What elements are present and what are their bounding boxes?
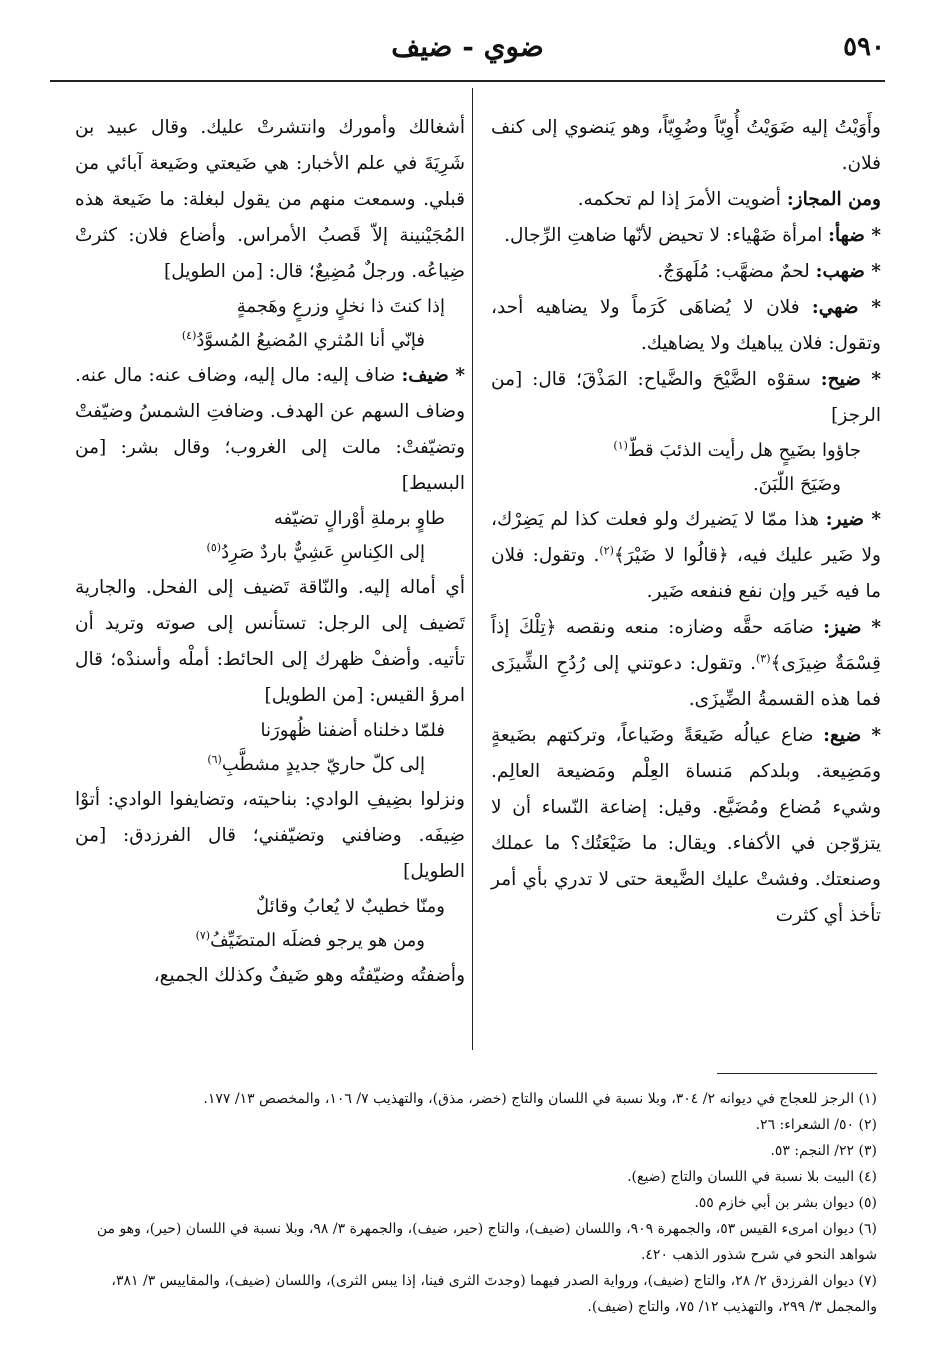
- entry-text: أضويت الأمرَ إذا لم تحكمه.: [577, 189, 787, 210]
- footnote: (٣) ٢٢/ النجم: ٥٣.: [770, 1143, 877, 1159]
- footnote: (٥) ديوان بشر بن أبي خازم ٥٥.: [694, 1195, 877, 1211]
- verse-line: [491, 434, 881, 468]
- paragraph: [75, 958, 465, 994]
- paragraph: [491, 610, 881, 718]
- paragraph: [491, 182, 881, 218]
- verse-line: [75, 890, 465, 924]
- verse-line: [75, 502, 465, 536]
- entry-text: فإنّي أنا المُثري المُضيعُ المُسوَّدُ: [196, 330, 425, 351]
- footnote: (٤) البيت بلا نسبة في اللسان والتاج (ضيع).: [627, 1169, 877, 1185]
- entry-text: إلى كلّ حاريّ جديدٍ مشطَّبِ: [221, 754, 425, 775]
- entry-text: فلان لا يُضاهَى كَرَماً ولا يضاهيه أحد، وتقول: فلان يباهيك ولا يضاهيك.: [491, 297, 881, 354]
- entry-text: لحمٌ مضهَّب: مُلَهوَجٌ.: [657, 261, 816, 282]
- entry-text-tail: . وتقول: فلان ما فيه خَير وإن نفع فنفعه ضَير.: [491, 545, 881, 602]
- entry-headword: * ضيع:: [823, 725, 881, 746]
- entry-text: ونزلوا بضِيفِ الوادي: بناحيته، وتضايفوا الوادي: أتوْا ضِيفَه. وضافني وتضيّفني؛ قال الفرزدق: [من الطويل]: [75, 789, 465, 882]
- header-rule: [50, 80, 885, 82]
- footnote-marker: (١): [613, 439, 628, 452]
- entry-headword: * ضهأ:: [828, 225, 881, 246]
- paragraph: [491, 254, 881, 290]
- paragraph: [491, 218, 881, 254]
- entry-text: وأضفتُه وضيّفتُه وهو ضَيفٌ وكذلك الجميع،: [153, 965, 465, 986]
- entry-headword: * ضير:: [825, 509, 881, 530]
- footnote: (٦) ديوان امرىء القيس ٥٣، والجمهرة ٩٠٩، واللسان (ضيف)، والتاج (حير، ضيف)، والجمهرة ٣/ ٩٨، وبلا نسبة في اللسان (حير)، وهو من شواهد النحو في شرح شذور الذهب ٤٢٠.: [96, 1221, 877, 1263]
- entry-headword: * ضهب:: [815, 261, 881, 282]
- entry-text: هذا ممّا لا يَضيرك ولو فعلت كذا لم يَضِرْك، ولا ضَير عليك فيه، ﴿قالُوا لا ضَيْرَ﴾: [491, 509, 881, 566]
- footnote: (١) الرجز للعجاج في ديوانه ٢/ ٣٠٤، وبلا نسبة في اللسان والتاج (خضر، مذق)، والتهذيب ٧/ ١٠٦، والمخصص ١٣/ ١٧٧.: [203, 1091, 877, 1107]
- paragraph: [75, 782, 465, 890]
- verse-line: [75, 714, 465, 748]
- page-header: [50, 26, 885, 72]
- paragraph: [491, 502, 881, 610]
- entry-text: سقوْه الضَّيْحَ والضَّياح: المَذْقَ؛ قال: [من الرجز]: [491, 369, 881, 426]
- entry-text: فلمّا دخلناه أضفنا ظُهورَنا: [260, 720, 445, 741]
- footnote-marker: (٤): [181, 329, 197, 342]
- entry-headword: * ضيف:: [401, 365, 466, 386]
- footnote-rule: [717, 1073, 877, 1074]
- entry-text: أي أماله إليه. والنّاقة تَضيف إلى الفحل. والجارية تَضيف إلى الرجل: تستأنس إلى صوته وتريد أن تأتيه. وأضفْ ظهرك إلى الحائط: أملْه وأسندْه؛ قال امرؤ القيس: [من الطويل]: [75, 577, 465, 706]
- footnote: (٧) ديوان الفرزدق ٢/ ٢٨، والتاج (ضيف)، ورواية الصدر فيهما (وجدتَ الثرى فينا، إذا يبس الثرى)، واللسان (ضيف)، والمقاييس ٣/ ٣٨١، والمجمل ٣/ ٢٩٩، والتهذيب ١٢/ ٧٥، والتاج (ضيف).: [111, 1273, 877, 1315]
- footnote-marker: (٥): [206, 541, 222, 554]
- verse-line: [75, 924, 465, 958]
- entry-text: وضَيَحَ اللّبَنَ.: [752, 474, 841, 495]
- running-title: ضوي - ضيف: [391, 30, 544, 63]
- footnote-marker: (٧): [195, 929, 211, 942]
- paragraph: [491, 110, 881, 182]
- verse-line: [75, 290, 465, 324]
- entry-text: جاؤوا بضَيحٍ هل رأيت الذئبَ قطّ: [627, 440, 861, 461]
- entry-text: وأَوَيْتُ إليه ضَوَيْتُ أُوِيّاً وضُوِيّاً، وهو يَنضوي إلى كنف فلان.: [491, 117, 881, 174]
- entry-text: أشغالك وأمورك وانتشرتْ عليك. وقال عبيد بن شَرِيَةَ في علم الأخبار: هي ضَيعتي وضَيعة آبائي من قبلي. وسمعت منهم من يقول لبغلة: ما ضَيعة هذه المُجَيْنينة إلاّ قَصبُ الأمراس. وأضاع فلان: كثرتْ ضِياعُه. ورجلٌ مُضِيعٌ؛ قال: [من الطويل]: [75, 117, 465, 282]
- entry-text: طاوٍ برملةِ أوْرالٍ تضيّفه: [273, 508, 445, 529]
- entry-text: ومنّا خطيبٌ لا يُعابُ وقائلٌ: [256, 896, 445, 917]
- footnotes: [90, 1086, 877, 1320]
- paragraph: [491, 290, 881, 362]
- footnote: (٢) ٥٠/ الشعراء: ٢٦.: [755, 1117, 877, 1133]
- left-column: [75, 110, 465, 994]
- verse-line: [491, 468, 881, 502]
- paragraph: [75, 110, 465, 290]
- entry-headword: * ضهي:: [811, 297, 881, 318]
- column-divider: [472, 88, 473, 1050]
- entry-text: إذا كنتَ ذا نخلٍ وزرعٍ وهَجمةٍ: [236, 296, 445, 317]
- entry-text: ضاع عيالُه ضَيعَةً وضَياعاً، وتركتهم بضَيعةٍ ومَضِيعة. وبلدكم مَنساة العِلْم ومَضيعة العالِم. وشيء مُضاع ومُضَيَّع. وقيل: إضاعة النّساء أن لا يتزوّجن في الأكفاء. ويقال: ما ضَيْعَتُك؟ ما عملك وصنعتك. وفشتْ عليك الضَّيعة حتى لا تدري بأي أمر تأخذ أي كثرت: [491, 725, 881, 926]
- entry-headword: * ضيز:: [823, 617, 881, 638]
- paragraph: [491, 362, 881, 434]
- paragraph: [75, 570, 465, 714]
- verse-line: [75, 324, 465, 358]
- right-column: [491, 110, 881, 934]
- paragraph: [491, 718, 881, 934]
- footnote-marker: (٣): [755, 651, 771, 665]
- verse-line: [75, 748, 465, 782]
- entry-headword: ومن المجاز:: [786, 189, 881, 210]
- entry-text: إلى الكِناسِ عَشِيٌّ باردٌ صَرِدُ: [221, 542, 425, 563]
- footnote-marker: (٦): [207, 753, 222, 766]
- verse-line: [75, 536, 465, 570]
- entry-text: ضاف إليه: مال إليه، وضاف عنه: مال عنه. وضاف السهم عن الهدف. وضافتِ الشمسُ وضيّفتْ وتضيّفتْ: مالت إلى الغروب؛ وقال بشر: [من البسيط]: [75, 365, 465, 494]
- entry-text: ضامَه حقَّه وضازه: منعه ونقصه ﴿تِلْكَ إذاً قِسْمَةٌ ضِيزَى﴾: [491, 617, 881, 674]
- page-number: ٥٩٠: [843, 32, 885, 62]
- entry-text-tail: . وتقول: دعوتني إلى رُدُحِ الشِّيزَى فما هذه القسمةُ الضِّيزَى.: [491, 653, 881, 710]
- entry-text: ومن هو يرجو فضلَه المتضَيِّفُ: [210, 930, 425, 951]
- paragraph: [75, 358, 465, 502]
- footnote-marker: (٢): [599, 543, 614, 557]
- entry-text: امرأة ضَهْياء: لا تحيض لأنّها ضاهتِ الرِّجال.: [504, 225, 829, 246]
- entry-headword: * ضيح:: [820, 369, 881, 390]
